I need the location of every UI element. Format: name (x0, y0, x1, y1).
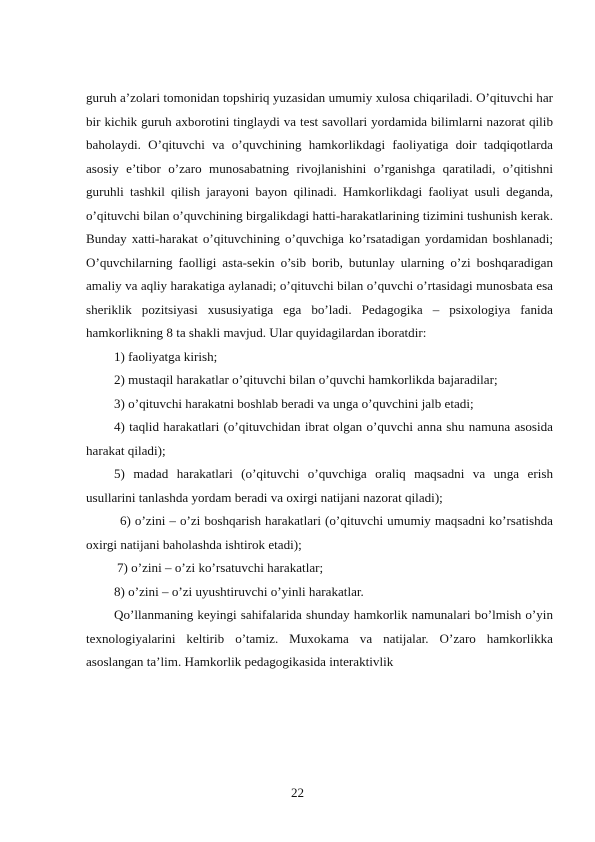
list-item-7: 7) o’zini – o’zi ko’rsatuvchi harakatlar; (117, 560, 324, 575)
closing-paragraph: Qo’llanmaning keyingi sahifalarida shunday hamkorlik namunalari bo’lmish o’yin texnologiyalarini keltirib o’tamiz. Muxokama va natijalar. O’zaro hamkorlikka asoslangan ta’lim. Hamkorlik pedagogikasida interaktivlik (86, 607, 553, 669)
list-item-4: 4) taqlid harakatlari (o’qituvchidan ibrat olgan o’quvchi anna shu namuna asosida harakat qiladi); (86, 419, 553, 458)
list-item-3: 3) o’qituvchi harakatni boshlab beradi va unga o’quvchini jalb etadi; (114, 395, 474, 411)
list-item-1: 1) faoliyatga kirish; (114, 348, 218, 364)
intro-paragraph: guruh a’zolari tomonidan topshiriq yuzasidan umumiy xulosa chiqariladi. O’qituvchi har bir kichik guruh axborotini tinglaydi va test savollari yordamida bilimlarni nazorat qilib baholaydi. O’qituvchi va o’quvchining hamkorlikdagi faoliyatiga doir tadqiqotlarda asosiy e’tibor o’zaro munosabatning rivojlanishini o’rganishga qaratiladi, o’qitishni guruhli tashkil qilish jarayoni bayon qilinadi. Hamkorlikdagi faoliyat usuli deganda, o’qituvchi bilan o’quvchining birgalikdagi hatti-harakatlarining tizimini tushunish kerak. Bunday xatti-harakat o’qituvchining o’quvchiga ko’rsatadigan yordamidan boshlanadi; O’quvchilarning faolligi asta-sekin o’sib borib, butunlay ularning o’zi boshqaradigan amaliy va aqliy harakatiga aylanadi; o’qituvchi bilan o’quvchi o’rtasidagi munosbata esa sheriklik pozitsiyasi xususiyatiga ega bo’ladi. Pedagogika – psixologiya fanida hamkorlikning 8 ta shakli mavjud. Ular quyidagilardan iboratdir: (86, 90, 553, 340)
list-item-8: 8) o’zini – o’zi uyushtiruvchi o’yinli harakatlar. (114, 583, 364, 599)
list-item-6: 6) o’zini – o’zi boshqarish harakatlari (o’qituvchi umumiy maqsadni ko’rsatishda oxirgi natijani baholashda ishtirok etadi); (86, 513, 553, 552)
list-item-2: 2) mustaqil harakatlar o’qituvchi bilan o’quvchi hamkorlikda bajaradilar; (114, 372, 498, 387)
body-text (86, 86, 553, 674)
list-item-5: 5) madad harakatlari (o’qituvchi o’quvchiga oraliq maqsadni va unga erish usullarini tanlashda yordam beradi va oxirgi natijani nazorat qiladi); (86, 466, 553, 505)
page-number: 22 (290, 785, 305, 800)
